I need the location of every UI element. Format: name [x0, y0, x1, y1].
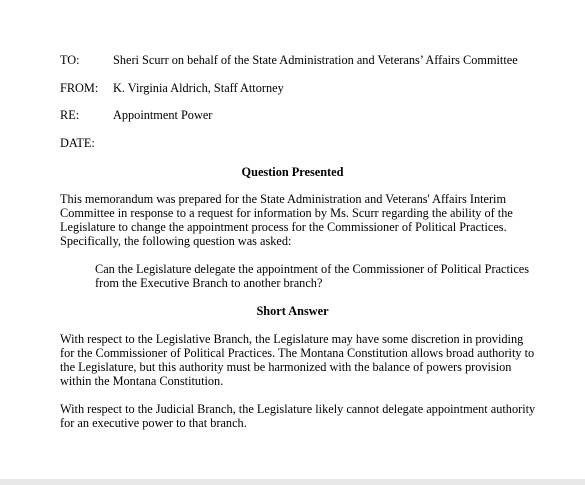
from-label: FROM:: [60, 81, 99, 95]
re-label: RE:: [60, 108, 80, 122]
re-value: Appointment Power: [113, 108, 213, 122]
paragraph-line: Legislature to change the appointment process for the Commissioner of Political Practices.: [60, 220, 507, 234]
paragraph-line: the Legislature, but this authority must be harmonized with the balance of powers provision: [60, 360, 512, 374]
page-bottom-edge: [0, 479, 585, 485]
paragraph-line: Specifically, the following question was asked:: [60, 234, 292, 248]
question-presented-paragraph: [60, 192, 513, 248]
from-value: K. Virginia Aldrich, Staff Attorney: [113, 81, 284, 95]
paragraph-line: With respect to the Legislative Branch, the Legislature may have some discretion in providing: [60, 332, 524, 346]
paragraph-line: Committee in response to a request for information by Ms. Scurr regarding the ability of the: [60, 206, 513, 220]
question-line: Can the Legislature delegate the appointment of the Commissioner of Political Practices: [95, 262, 530, 276]
paragraph-line: for an executive power to that branch.: [60, 416, 247, 430]
short-answer-paragraph-2: [60, 402, 535, 430]
to-value: Sheri Scurr on behalf of the State Administration and Veterans’ Affairs Committee: [113, 53, 518, 67]
short-answer-heading: Short Answer: [256, 304, 329, 318]
paragraph-line: for the Commissioner of Political Practices. The Montana Constitution allows broad authority to: [60, 346, 535, 360]
paragraph-line: within the Montana Constitution.: [60, 374, 224, 388]
date-label: DATE:: [60, 136, 95, 150]
question-presented-heading: Question Presented: [241, 165, 344, 179]
question-line: from the Executive Branch to another branch?: [95, 276, 323, 290]
short-answer-paragraph-1: [60, 332, 534, 388]
paragraph-line: This memorandum was prepared for the State Administration and Veterans' Affairs Interim: [60, 192, 507, 206]
paragraph-line: With respect to the Judicial Branch, the Legislature likely cannot delegate appointment authority: [60, 402, 536, 416]
to-label: TO:: [60, 53, 80, 67]
question-block: [95, 262, 529, 290]
